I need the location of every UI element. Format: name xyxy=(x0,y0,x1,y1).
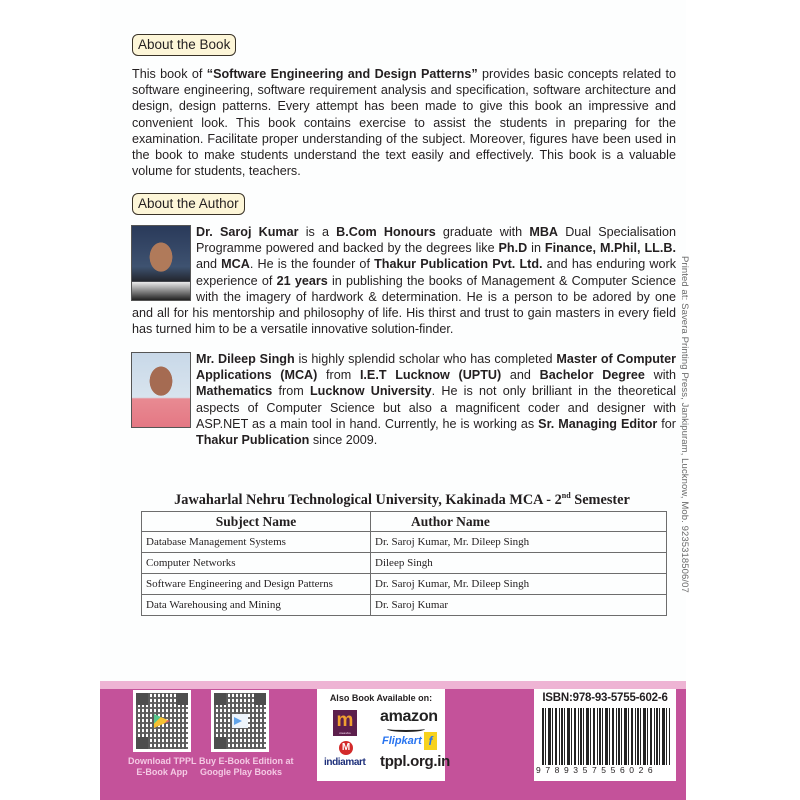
about-author-label: About the Author xyxy=(132,193,245,215)
qr-code-tppl-app[interactable] xyxy=(133,690,191,752)
author2-bio: Mr. Dileep Singh is highly splendid scholar who has completed Master of Computer Applications (MCA) from I.E.T Lucknow (UPTU) and Bachelor Degree with Mathematics from Lucknow University. He is not only brilliant in the theoretical aspects of Computer Science but also a magnificent coder and designer with ASP.NET as a main tool in hand. Currently, he is working as Sr. Managing Editor for Thakur Publication since 2009. xyxy=(196,352,677,448)
table-row xyxy=(142,553,667,574)
header-author-name: Author Name xyxy=(371,512,667,532)
amazon-smile-icon xyxy=(387,726,425,732)
amazon-logo: amazon xyxy=(380,708,438,725)
qr-tppl-app-caption: Download TPPL E-Book App xyxy=(128,756,197,777)
indiamart-logo-icon: M xyxy=(339,741,353,755)
isbn-label: ISBN:978-93-5755-602-6 xyxy=(542,692,668,704)
author1-bio: Dr. Saroj Kumar is a B.Com Honours graduate with MBA Dual Specialisation Programme powered and backed by the degrees like Ph.D in Finance, M.Phil, LL.B. and MCA. He is the founder of Thakur Publication Pvt. Ltd. and has enduring work experience of 21 years in publishing the books of Management & Computer Science with the imagery of hardwork & determination. He is a person to be adored by one and all for his mentorship and philosophy of life. His thirst and trust to gain masters in every field has turned him to be a versatile innovative solution-finder. xyxy=(132,225,676,337)
barcode-digits: 9789357556026 xyxy=(536,765,674,777)
author-cell: Dr. Saroj Kumar, Mr. Dileep Singh xyxy=(371,532,667,553)
printer-note: Printed at: Savera Printing Press, Jankipuram, Lucknow, Mob. 9235318506/07 xyxy=(679,256,690,593)
university-title: Jawaharlal Nehru Technological University, Kakinada MCA - 2nd Semester xyxy=(174,491,630,508)
stores-box xyxy=(317,689,451,781)
subject-cell: Software Engineering and Design Patterns xyxy=(142,574,371,595)
author-cell: Dr. Saroj Kumar xyxy=(371,595,667,616)
subject-cell: Data Warehousing and Mining xyxy=(142,595,371,616)
google-play-books-icon xyxy=(232,714,248,728)
barcode-icon xyxy=(542,708,670,766)
qr-google-play-books-caption: Buy E-Book Edition at Google Play Books xyxy=(199,756,294,777)
header-subject-name: Subject Name xyxy=(142,512,371,532)
indiamart-logo: indiamart xyxy=(324,757,366,768)
isbn-box xyxy=(534,689,676,781)
flipkart-bag-icon: f xyxy=(424,732,437,750)
subject-cell: Database Management Systems xyxy=(142,532,371,553)
author-photo-dileep-singh xyxy=(131,352,191,428)
author-cell: Dr. Saroj Kumar, Mr. Dileep Singh xyxy=(371,574,667,595)
about-book-text: This book of “Software Engineering and Design Patterns” provides basic concepts related to software engineering, software requirement analysis and specification, software architecture and design, design patterns. Every attempt has been made to give this book an impressive and convenient look. This book contains exercise to assist the students in preparing for the examination. Facilitate proper understanding of the subject. Moreover, figures have been used in the book to make students understand the text easily and effectively. This book is a valuable volume for students, teachers. xyxy=(132,67,676,179)
table-header-row xyxy=(142,512,667,532)
subject-cell: Computer Networks xyxy=(142,553,371,574)
table-row xyxy=(142,532,667,553)
footer-band-highlight xyxy=(100,681,686,689)
qr-code-google-play-books[interactable] xyxy=(211,690,269,752)
subjects-table xyxy=(141,511,667,616)
stores-heading: Also Book Available on: xyxy=(329,693,433,703)
meesho-logo-icon: m meesho xyxy=(333,710,357,736)
table-row xyxy=(142,574,667,595)
table-row xyxy=(142,595,667,616)
tppl-website: tppl.org.in xyxy=(380,753,451,770)
author-cell: Dileep Singh xyxy=(371,553,667,574)
flipkart-logo: Flipkart xyxy=(382,735,422,747)
google-play-icon xyxy=(154,714,170,728)
book-title: “Software Engineering and Design Patterns” xyxy=(206,67,478,81)
about-book-label: About the Book xyxy=(132,34,236,56)
